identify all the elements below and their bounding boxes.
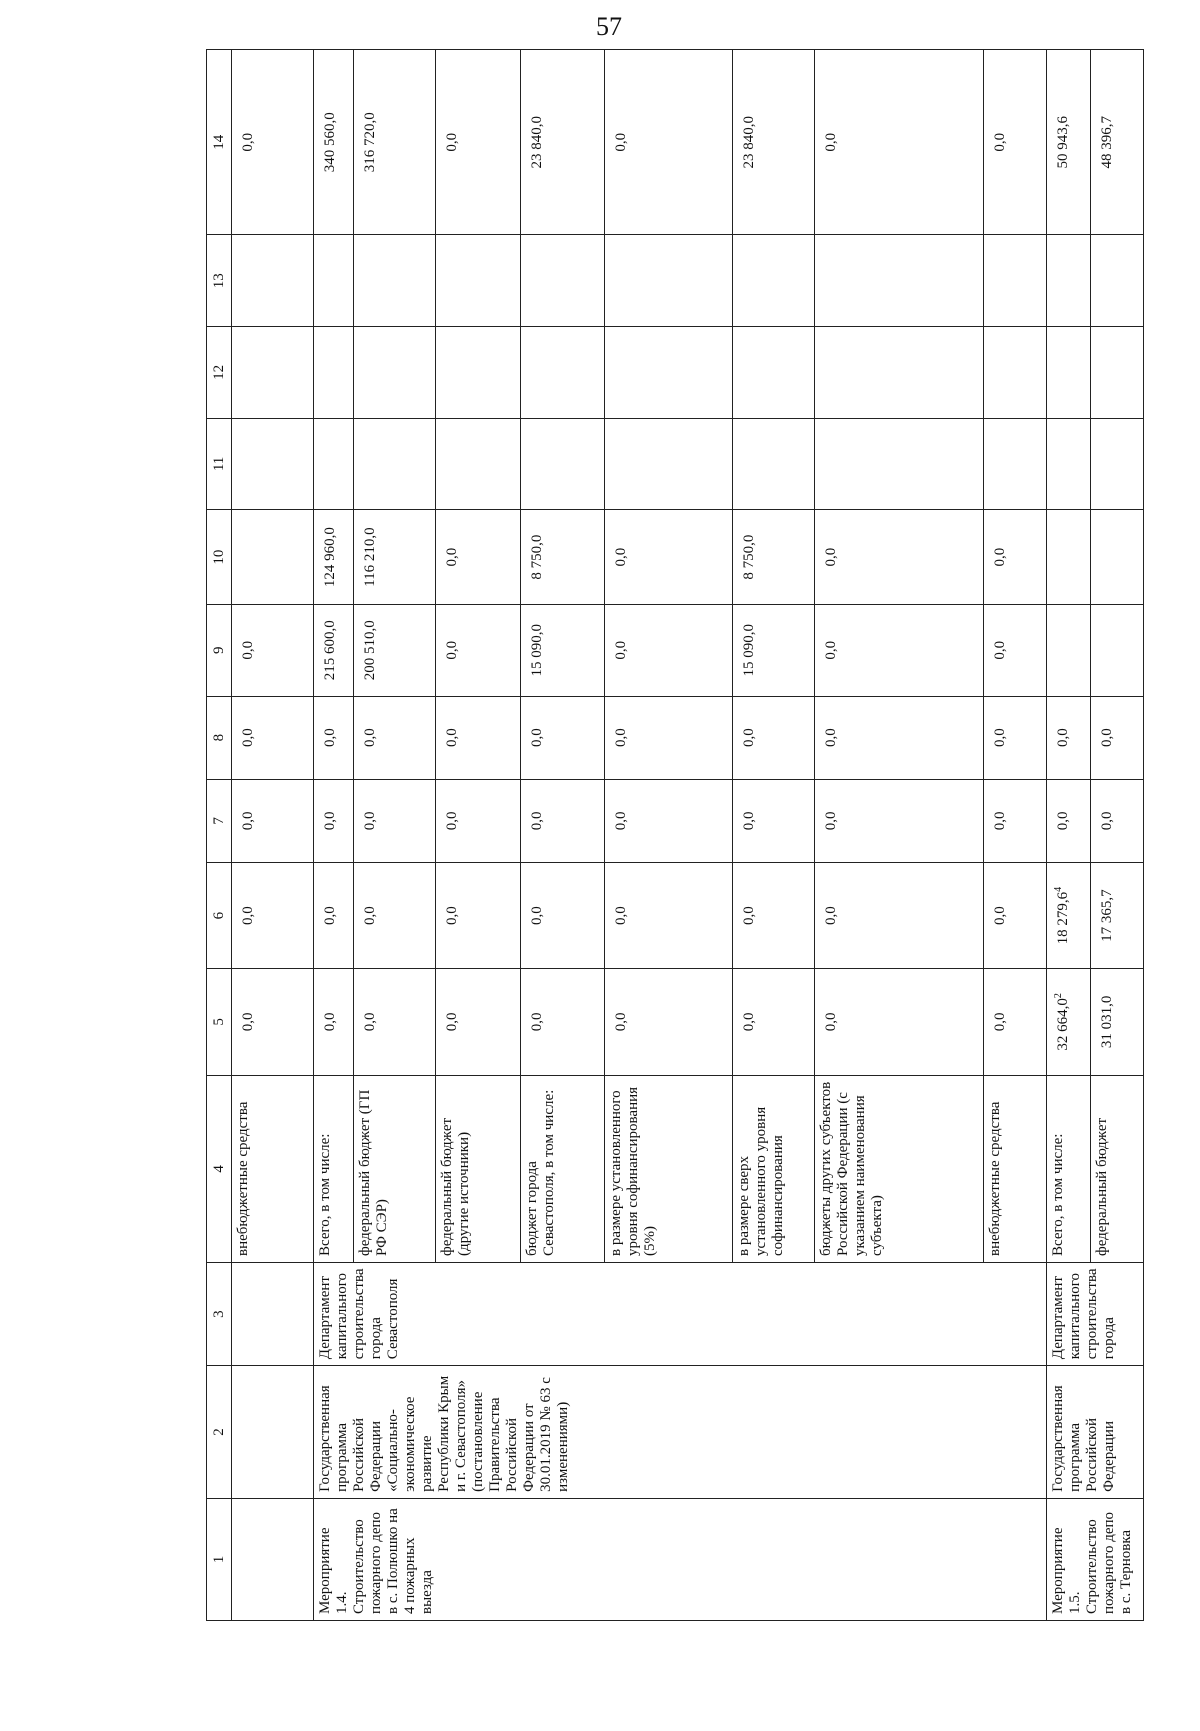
value-cell: 0,0 xyxy=(815,969,983,1075)
value-cell xyxy=(520,327,604,419)
header-cell: 1 xyxy=(207,1498,232,1620)
value-cell: 0,0 xyxy=(436,510,520,605)
value-cell xyxy=(436,235,520,327)
value-cell: 0,0 xyxy=(232,862,314,968)
value-cell xyxy=(436,327,520,419)
source-label: внебюджетные средства xyxy=(983,1075,1046,1262)
value-cell: 0,0 xyxy=(354,862,436,968)
source-label: федеральный бюджет xyxy=(1090,1075,1143,1262)
value-cell: 0,0 xyxy=(314,969,354,1075)
value-cell xyxy=(314,418,354,510)
value-cell xyxy=(604,235,732,327)
value-cell: 0,0 xyxy=(354,969,436,1075)
value-cell xyxy=(1047,969,1091,1075)
value-cell: 316 720,0 xyxy=(354,50,436,235)
value-cell: 0,0 xyxy=(815,862,983,968)
value-cell: 0,0 xyxy=(604,50,732,235)
table-row xyxy=(314,50,354,1621)
source-label: федеральный бюджет (другие источники) xyxy=(436,1075,520,1262)
value-cell: 0,0 xyxy=(815,510,983,605)
value-cell: 0,0 xyxy=(436,862,520,968)
value-cell xyxy=(1047,327,1091,419)
value-cell: 8 750,0 xyxy=(520,510,604,605)
value-cell: 0,0 xyxy=(983,696,1046,779)
table-row xyxy=(1047,50,1091,1621)
value-cell: 0,0 xyxy=(314,862,354,968)
value-cell: 0,0 xyxy=(604,779,732,862)
value-cell: 48 396,7 xyxy=(1090,50,1143,235)
value-cell xyxy=(1047,604,1091,696)
value-cell xyxy=(815,327,983,419)
value-cell xyxy=(983,327,1046,419)
value-cell: 116 210,0 xyxy=(354,510,436,605)
header-cell: 6 xyxy=(207,862,232,968)
value-cell: 0,0 xyxy=(1090,696,1143,779)
event-cell: Мероприятие 1.5. Строительство пожарного депо в с. Терновка xyxy=(1047,1498,1144,1620)
value-text: 18 279,6 xyxy=(1055,891,1072,945)
value-cell xyxy=(733,418,815,510)
table-row xyxy=(232,50,314,1621)
value-cell xyxy=(1090,235,1143,327)
program-cell: Государственная программа Российской Федерации xyxy=(1047,1366,1144,1499)
value-cell: 17 365,7 xyxy=(1090,862,1143,968)
header-cell: 8 xyxy=(207,696,232,779)
executor-cell: Департамент капитального строительства города Севастополя xyxy=(314,1263,1047,1366)
value-cell: 0,0 xyxy=(983,510,1046,605)
source-label: Всего, в том числе: xyxy=(314,1075,354,1262)
value-cell: 23 840,0 xyxy=(733,50,815,235)
value-cell: 0,0 xyxy=(354,696,436,779)
value-cell: 0,0 xyxy=(436,696,520,779)
value-cell xyxy=(436,418,520,510)
value-cell xyxy=(232,235,314,327)
value-cell: 0,0 xyxy=(232,604,314,696)
value-cell: 0,0 xyxy=(436,50,520,235)
value-cell: 0,0 xyxy=(604,604,732,696)
value-cell xyxy=(1047,862,1091,968)
value-cell: 0,0 xyxy=(232,50,314,235)
source-label: в размере установленного уровня софинансирования (5%) xyxy=(604,1075,732,1262)
value-cell: 0,0 xyxy=(733,862,815,968)
value-cell xyxy=(520,418,604,510)
value-cell: 0,0 xyxy=(520,862,604,968)
value-cell xyxy=(983,235,1046,327)
header-cell: 13 xyxy=(207,235,232,327)
value-cell: 0,0 xyxy=(232,969,314,1075)
value-cell: 15 090,0 xyxy=(733,604,815,696)
value-cell: 0,0 xyxy=(1047,696,1091,779)
value-cell: 8 750,0 xyxy=(733,510,815,605)
value-cell: 0,0 xyxy=(232,779,314,862)
value-cell xyxy=(604,327,732,419)
header-cell: 14 xyxy=(207,50,232,235)
empty-cell xyxy=(232,1498,314,1620)
value-cell: 0,0 xyxy=(604,510,732,605)
header-cell: 3 xyxy=(207,1263,232,1366)
value-cell: 0,0 xyxy=(354,779,436,862)
footnote-mark: 2 xyxy=(1053,993,1065,999)
value-cell xyxy=(232,510,314,605)
value-cell: 0,0 xyxy=(983,604,1046,696)
source-label: Всего, в том числе: xyxy=(1047,1075,1091,1262)
header-row xyxy=(207,50,232,1621)
value-cell xyxy=(733,327,815,419)
event-cell: Мероприятие 1.4. Строительство пожарного депо в с. Полюшко на 4 пожарных выезда xyxy=(314,1498,1047,1620)
value-cell xyxy=(1090,604,1143,696)
value-cell xyxy=(983,418,1046,510)
source-label: внебюджетные средства xyxy=(232,1075,314,1262)
value-cell: 0,0 xyxy=(436,604,520,696)
empty-cell xyxy=(232,1263,314,1366)
value-cell xyxy=(354,327,436,419)
source-label: в размере сверх установленного уровня софинансирования xyxy=(733,1075,815,1262)
value-cell: 0,0 xyxy=(232,696,314,779)
value-cell: 0,0 xyxy=(314,696,354,779)
header-cell: 11 xyxy=(207,418,232,510)
value-cell xyxy=(604,418,732,510)
value-cell xyxy=(1090,510,1143,605)
value-cell: 0,0 xyxy=(314,779,354,862)
value-cell: 0,0 xyxy=(1047,779,1091,862)
value-cell xyxy=(354,235,436,327)
value-cell: 0,0 xyxy=(983,969,1046,1075)
empty-cell xyxy=(232,1366,314,1499)
value-cell: 0,0 xyxy=(520,696,604,779)
value-cell xyxy=(354,418,436,510)
value-cell xyxy=(520,235,604,327)
value-cell: 200 510,0 xyxy=(354,604,436,696)
value-cell: 0,0 xyxy=(983,779,1046,862)
value-cell: 0,0 xyxy=(604,862,732,968)
rotated-table-container xyxy=(206,49,1144,1621)
source-label: бюджеты других субъектов Российской Федерации (с указанием наименования субъекта) xyxy=(815,1075,983,1262)
value-cell: 0,0 xyxy=(604,696,732,779)
value-cell: 0,0 xyxy=(815,779,983,862)
value-cell xyxy=(314,235,354,327)
source-label: федеральный бюджет (ГП РФ СЭР) xyxy=(354,1075,436,1262)
value-cell xyxy=(815,418,983,510)
header-cell: 7 xyxy=(207,779,232,862)
value-cell: 0,0 xyxy=(436,779,520,862)
value-cell: 0,0 xyxy=(733,779,815,862)
value-cell: 340 560,0 xyxy=(314,50,354,235)
value-cell xyxy=(1047,235,1091,327)
value-cell: 0,0 xyxy=(983,50,1046,235)
header-cell: 4 xyxy=(207,1075,232,1262)
header-cell: 2 xyxy=(207,1366,232,1499)
value-cell xyxy=(1090,327,1143,419)
executor-cell: Департамент капитального строительства города xyxy=(1047,1263,1144,1366)
page-number: 57 xyxy=(596,12,622,41)
value-cell: 124 960,0 xyxy=(314,510,354,605)
footnote-mark: 4 xyxy=(1053,886,1065,892)
value-cell: 0,0 xyxy=(815,696,983,779)
value-cell: 0,0 xyxy=(733,969,815,1075)
value-cell: 0,0 xyxy=(983,862,1046,968)
value-text: 32 664,0 xyxy=(1055,998,1072,1051)
program-cell: Государственная программа Российской Федерации «Социально-экономическое развитие Республики Крым и г. Севастополя» (постановление Правительства Российской Федерации от 30.01.2019 № 63 с изменениями) xyxy=(314,1366,1047,1499)
header-cell: 12 xyxy=(207,327,232,419)
source-label: бюджет города Севастополя, в том числе: xyxy=(520,1075,604,1262)
value-cell: 50 943,6 xyxy=(1047,50,1091,235)
header-cell: 9 xyxy=(207,604,232,696)
value-cell: 15 090,0 xyxy=(520,604,604,696)
value-cell xyxy=(232,327,314,419)
value-cell: 0,0 xyxy=(436,969,520,1075)
header-cell: 10 xyxy=(207,510,232,605)
value-cell: 0,0 xyxy=(1090,779,1143,862)
value-cell xyxy=(232,418,314,510)
value-cell xyxy=(815,235,983,327)
value-cell: 31 031,0 xyxy=(1090,969,1143,1075)
value-cell xyxy=(733,235,815,327)
value-cell xyxy=(314,327,354,419)
value-cell: 23 840,0 xyxy=(520,50,604,235)
header-cell: 5 xyxy=(207,969,232,1075)
value-cell: 0,0 xyxy=(733,696,815,779)
value-cell: 0,0 xyxy=(815,50,983,235)
value-cell xyxy=(1090,418,1143,510)
value-cell: 0,0 xyxy=(520,969,604,1075)
value-cell: 215 600,0 xyxy=(314,604,354,696)
value-cell: 0,0 xyxy=(520,779,604,862)
value-cell xyxy=(1047,418,1091,510)
financing-table xyxy=(206,49,1144,1621)
value-cell: 0,0 xyxy=(815,604,983,696)
value-cell xyxy=(1047,510,1091,605)
value-cell: 0,0 xyxy=(604,969,732,1075)
